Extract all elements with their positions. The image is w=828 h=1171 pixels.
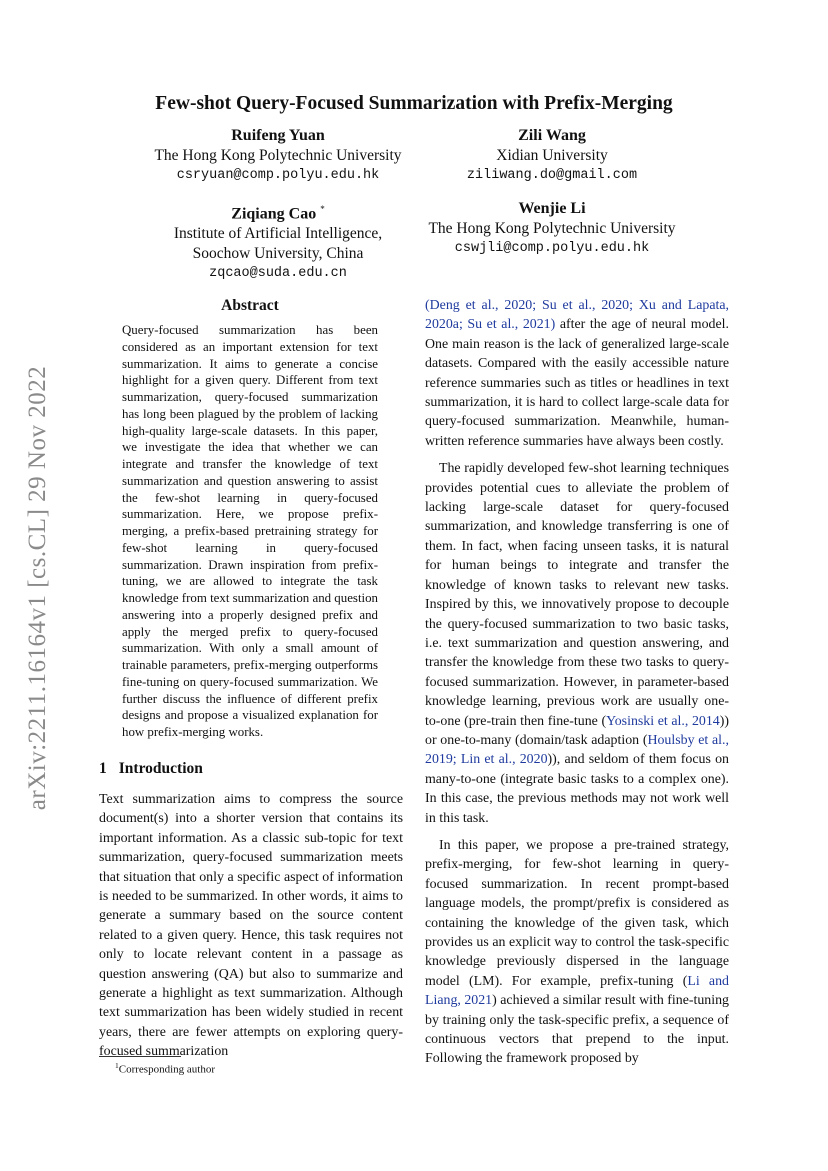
abstract-heading: Abstract <box>221 297 279 314</box>
citation-link[interactable]: Yosinski et al., 2014 <box>606 713 720 729</box>
footnote-text: Corresponding author <box>118 1063 215 1076</box>
intro-paragraph-1-cont: (Deng et al., 2020; Su et al., 2020; Xu and Lapata, 2020a; Su et al., 2021) after the age of neural model. One main reason is the lack of generalized large-scale datasets. Compared with the easily accessible nature reference summaries such as titles or headlines in text summarization, it is hard to collect large-scale data for query-focused summarization. Meanwhile, human-written reference summaries have always been costly. <box>425 298 729 449</box>
author-affiliation: Institute of Artificial Intelligence, <box>173 225 383 243</box>
right-column <box>425 296 729 1077</box>
section-title: Introduction <box>118 760 203 777</box>
author-block-2 <box>420 126 684 186</box>
author-email: csryuan@comp.polyu.edu.hk <box>176 168 380 183</box>
author-block-3 <box>146 199 410 284</box>
arxiv-identifier: arXiv:2211.16164v1 [cs.CL] 29 Nov 2022 <box>24 365 51 811</box>
footnote-marker: 1 <box>115 1061 119 1070</box>
author-name: Wenjie Li <box>518 200 586 217</box>
author-email: zqcao@suda.edu.cn <box>209 266 347 282</box>
author-name: Ruifeng Yuan <box>231 127 325 144</box>
section-number: 1 <box>99 760 107 777</box>
citation-link[interactable]: Houlsby et al., 2019; Lin et al., 2020 <box>425 732 729 768</box>
corresponding-marker: * <box>320 204 325 214</box>
author-affiliation: The Hong Kong Polytechnic University <box>154 147 402 164</box>
author-email: cswjli@comp.polyu.edu.hk <box>454 241 650 256</box>
intro-paragraph-1: Text summarization aims to compress the source document(s) into a shorter version that contains its important information. As a classic sub-topic for text summarization, query-focused summarization meets that situation that only a specific aspect of information is needed to be summarized. In other words, it aims to generate a summary based on the source content related to a given query. Hence, this task requires not only to locate relevant content in a passage as question answering (QA) but also to summarize and generate a highlight as text summarization. Although text summarization has been widely studied in recent years, there are fewer attempts on exploring query-focused summarization <box>99 792 403 1060</box>
author-affiliation: The Hong Kong Polytechnic University <box>428 220 676 237</box>
intro-paragraph-2: The rapidly developed few-shot learning techniques provides potential cues to alleviate the problem of lacking large-scale dataset for query-focused summarization, and knowledge transferring is one of them. In fact, when facing unseen tasks, it is natural for human beings to integrate and transfer the knowledge of known tasks to relevant new tasks. Inspired by this, we innovatively propose to decouple the query-focused summarization to two basic tasks, i.e. text summarization and question answering, and transfer the knowledge from these two tasks to query-focused summarization. However, in parameter-based knowledge learning, previous work are usually one-to-one (pre-train then fine-tune (Yosinski et al., 2014)) or one-to-many (domain/task adaption (Houlsby et al., 2019; Lin et al., 2020)), and seldom of them focus on many-to-one (integrate basic tasks to a complex one). In this case, the previous methods may not work well in this task. <box>425 461 730 826</box>
abstract-text: Query-focused summarization has been considered as an important extension for text summarization. It aims to generate a concise highlight for a given query. Different from text summarization, query-focused summarization has long been plagued by the problem of lacking high-quality large-scale datasets. In this paper, we investigate the idea that whether we can integrate and transfer the knowledge of text summarization and question answering to assist the few-shot learning in query-focused summarization. Here, we propose prefix-merging, a prefix-based pretraining strategy for few-shot learning in query-focused summarization. Drawn inspiration from prefix-tuning, we are allowed to integrate the task knowledge from text summarization and question answering into a properly designed prefix and apply the merged prefix to query-focused summarization. With only a small amount of trainable parameters, prefix-merging outperforms fine-tuning on query-focused summarization. We further discuss the influence of different prefix designs and propose a visualized explanation for how prefix-merging works. <box>122 323 378 739</box>
citation-link[interactable]: Li and Liang, 2021 <box>425 973 729 1009</box>
citation-link[interactable]: (Deng et al., 2020; Su et al., 2020; Xu and Lapata, 2020a; Su et al., 2021) <box>425 298 729 333</box>
section-heading <box>99 760 203 778</box>
author-affiliation: Xidian University <box>496 147 608 164</box>
footnote <box>115 1061 215 1076</box>
author-block-1 <box>146 126 410 186</box>
author-name: Zili Wang <box>518 127 586 144</box>
author-email: ziliwang.do@gmail.com <box>466 168 638 183</box>
author-name: Ziqiang Cao * <box>231 204 325 223</box>
author-affiliation: Soochow University, China <box>192 245 364 263</box>
intro-paragraph-3: In this paper, we propose a pre-trained strategy, prefix-merging, for few-shot learning in query-focused summarization. In recent prompt-based language models, the prompt/prefix is considered as containing the knowledge of the given task, which provides us an explicit way to control the task-specific knowledge previously dispersed in the language model (LM). For example, prefix-tuning (Li and Liang, 2021) achieved a similar result with fine-tuning by training only the task-specific prefix, a sequence of continuous vectors that prepend to the input. Following the framework proposed by <box>425 837 729 1067</box>
paper-title: Few-shot Query-Focused Summarization with Prefix-Merging <box>155 93 673 114</box>
footnote-divider <box>99 1056 181 1057</box>
author-block-4 <box>420 199 684 259</box>
